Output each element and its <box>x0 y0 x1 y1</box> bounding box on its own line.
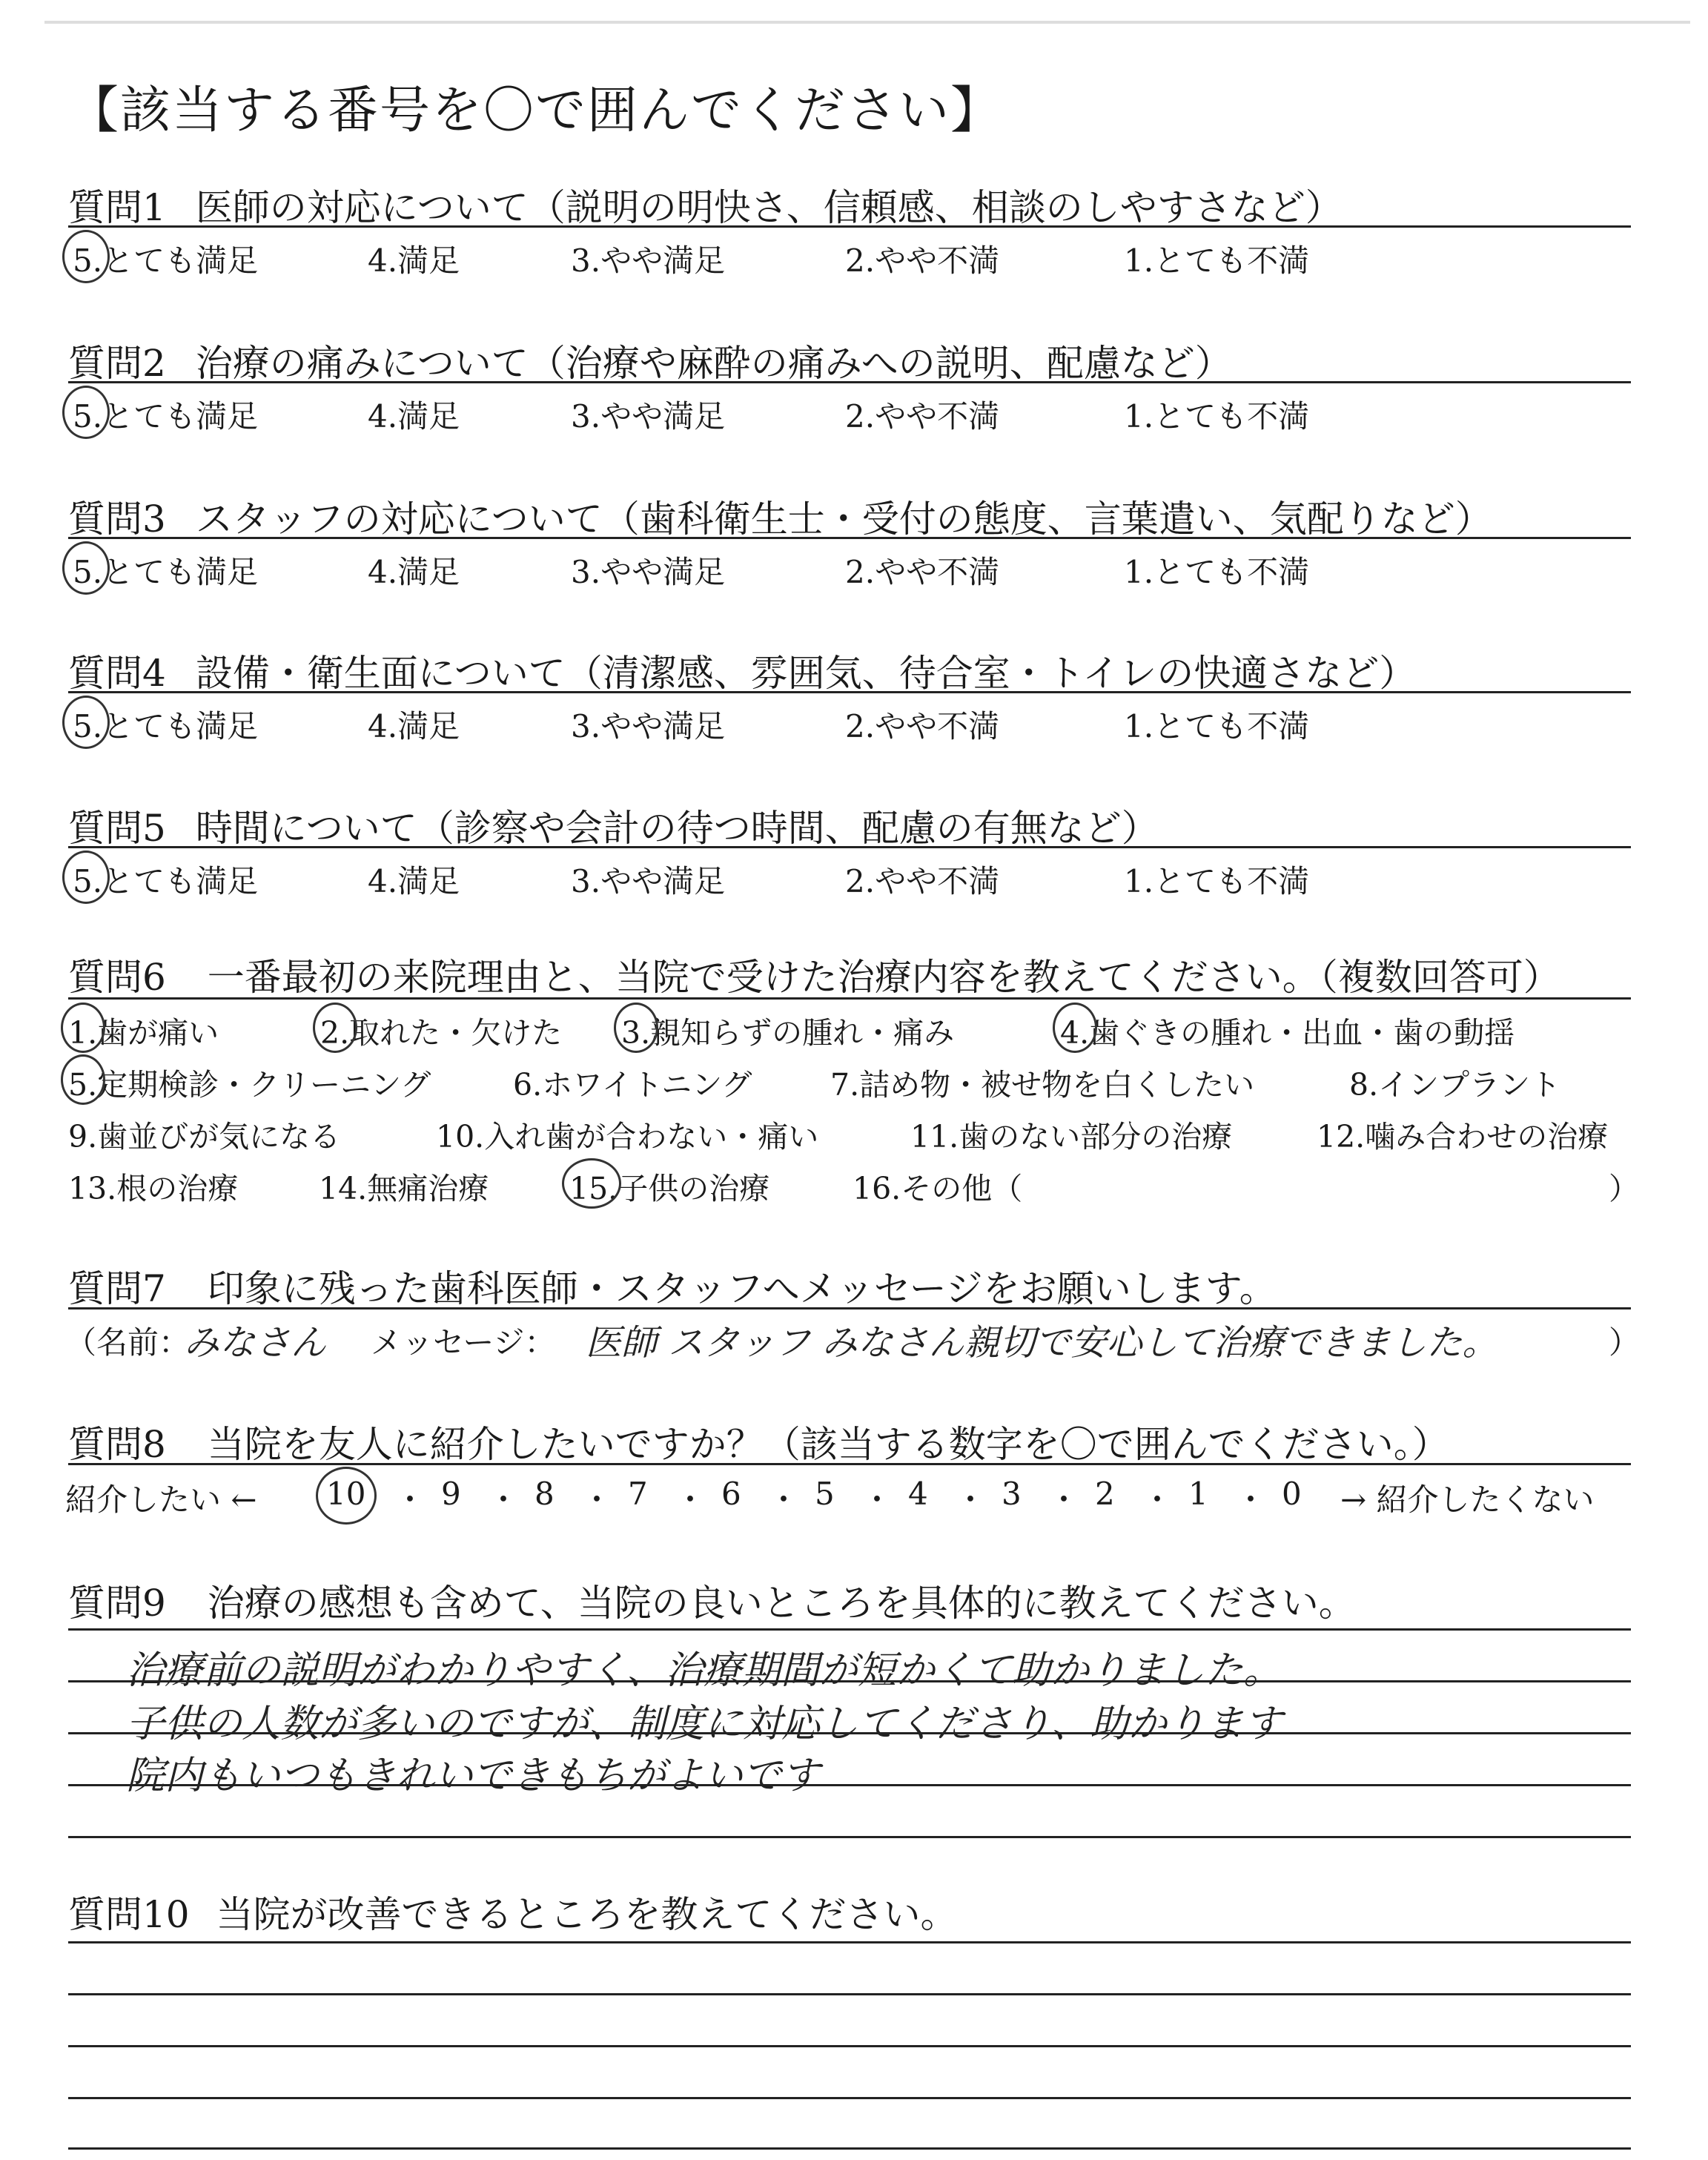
q8-value-10[interactable]: 10 <box>326 1476 366 1512</box>
q4-text: 設備・衛生面について（清潔感、雰囲気、待合室・トイレの快適さなど） <box>195 652 1417 695</box>
q5-option-2[interactable]: 2.やや不満 <box>845 863 1000 899</box>
q2-option-1[interactable]: 1.とても不満 <box>1124 398 1310 435</box>
q1-option-5[interactable]: 5.とても満足 <box>73 242 259 279</box>
q1-option-4[interactable]: 4.満足 <box>368 242 460 279</box>
q2-rule <box>68 381 1631 383</box>
q6-option-5[interactable]: 5.定期検診・クリーニング <box>68 1067 431 1103</box>
q8-separator: ・ <box>488 1482 520 1518</box>
q6-option-15[interactable]: 15.子供の治療 <box>569 1171 770 1206</box>
q9-answer-line-1[interactable]: 治療前の説明がわかりやすく、治療期間が短かくて助かりました。 <box>126 1648 1282 1693</box>
q6-option-14[interactable]: 14.無痛治療 <box>319 1171 489 1206</box>
q10-rule-5 <box>68 2147 1631 2150</box>
q6-selected-circle-1 <box>61 1003 105 1053</box>
q8-separator: ・ <box>1235 1482 1267 1518</box>
q8-separator: ・ <box>768 1482 800 1518</box>
q1-selected-circle <box>62 230 110 283</box>
q6-option-4[interactable]: 4.歯ぐきの腫れ・出血・歯の動揺 <box>1060 1015 1515 1051</box>
q6-option-11[interactable]: 11.歯のない部分の治療 <box>910 1119 1233 1155</box>
q2-option-2[interactable]: 2.やや不満 <box>845 398 1000 435</box>
q8-right-label: → 紹介したくない <box>1340 1482 1595 1518</box>
q5-option-4[interactable]: 4.満足 <box>368 863 460 899</box>
q6-label: 質問6 <box>68 956 166 999</box>
q9-answer-line-2[interactable]: 子供の人数が多いのですが、制度に対応してくださり、助かります <box>126 1702 1283 1746</box>
q8-separator: ・ <box>1048 1482 1080 1518</box>
q2-label: 質問2 <box>68 342 166 385</box>
q3-heading <box>68 489 1492 543</box>
q1-heading <box>68 178 1343 231</box>
q8-separator: ・ <box>861 1482 893 1518</box>
q10-rule-2 <box>68 1993 1631 1995</box>
q3-text: スタッフの対応について（歯科衛生士・受付の態度、言葉遣い、気配りなど） <box>195 498 1492 541</box>
q8-heading <box>68 1415 1449 1468</box>
q8-value-4[interactable]: 4 <box>908 1476 928 1512</box>
q8-value-0[interactable]: 0 <box>1282 1476 1302 1512</box>
q6-heading <box>68 948 1560 1001</box>
q8-left-label: 紹介したい ← <box>65 1482 257 1518</box>
q6-option-3[interactable]: 3.親知らずの腫れ・痛み <box>621 1015 955 1051</box>
q8-value-3[interactable]: 3 <box>1002 1476 1022 1512</box>
q4-option-4[interactable]: 4.満足 <box>368 708 460 744</box>
q6-option-8[interactable]: 8.インプラント <box>1349 1067 1561 1103</box>
q10-text: 当院が改善できるところを教えてください。 <box>216 1893 958 1936</box>
q4-option-2[interactable]: 2.やや不満 <box>845 708 1000 744</box>
q1-text: 医師の対応について（説明の明快さ、信頼感、相談のしやすさなど） <box>195 186 1343 229</box>
q10-heading <box>68 1885 958 1938</box>
q5-option-3[interactable]: 3.やや満足 <box>571 863 726 899</box>
q3-label: 質問3 <box>68 498 166 541</box>
q10-label: 質問10 <box>68 1893 190 1936</box>
q7-message-label: メッセージ： <box>371 1324 556 1361</box>
q6-option-6[interactable]: 6.ホワイトニング <box>513 1067 752 1103</box>
q6-selected-circle-15 <box>562 1158 621 1209</box>
q1-option-3[interactable]: 3.やや満足 <box>571 242 726 279</box>
q8-rule <box>68 1463 1631 1465</box>
q5-option-5[interactable]: 5.とても満足 <box>73 863 259 899</box>
q7-text: 印象に残った歯科医師・スタッフへメッセージをお願いします。 <box>207 1267 1277 1310</box>
q1-rule <box>68 225 1631 228</box>
q3-option-5[interactable]: 5.とても満足 <box>73 554 259 590</box>
q2-option-3[interactable]: 3.やや満足 <box>571 398 726 435</box>
q5-option-1[interactable]: 1.とても不満 <box>1124 863 1310 899</box>
q3-option-3[interactable]: 3.やや満足 <box>571 554 726 590</box>
q8-separator: ・ <box>581 1482 613 1518</box>
q8-selected-circle <box>316 1467 377 1525</box>
q6-option-17[interactable]: ） <box>1609 1171 1639 1206</box>
q5-heading <box>68 799 1159 852</box>
page-title: 【該当する番号を〇で囲んでください】 <box>68 82 1003 140</box>
q6-option-13[interactable]: 13.根の治療 <box>68 1171 239 1206</box>
q7-name-label: （名前： <box>65 1324 191 1361</box>
q8-separator: ・ <box>394 1482 426 1518</box>
q9-text: 治療の感想も含めて、当院の良いところを具体的に教えてください。 <box>207 1582 1356 1625</box>
q5-selected-circle <box>62 851 110 904</box>
q6-selected-circle-2 <box>313 1003 357 1053</box>
q6-selected-circle-5 <box>61 1054 105 1105</box>
q4-option-3[interactable]: 3.やや満足 <box>571 708 726 744</box>
q4-heading <box>68 644 1416 697</box>
q6-option-7[interactable]: 7.詰め物・被せ物を白くしたい <box>830 1067 1255 1103</box>
q8-text: 当院を友人に紹介したいですか？（該当する数字を〇で囲んでください。） <box>207 1423 1449 1466</box>
q4-option-1[interactable]: 1.とても不満 <box>1124 708 1310 744</box>
q10-rule-3 <box>68 2045 1631 2047</box>
q9-heading <box>68 1573 1356 1627</box>
q9-label: 質問9 <box>68 1582 166 1625</box>
q8-label: 質問8 <box>68 1423 166 1466</box>
q4-rule <box>68 691 1631 693</box>
q7-label: 質問7 <box>68 1267 166 1310</box>
q3-option-4[interactable]: 4.満足 <box>368 554 460 590</box>
q4-label: 質問4 <box>68 652 166 695</box>
q8-value-9[interactable]: 9 <box>441 1476 461 1512</box>
q6-option-1[interactable]: 1.歯が痛い <box>68 1015 219 1051</box>
q5-rule <box>68 846 1631 848</box>
q10-rule-1 <box>68 1941 1631 1943</box>
q7-rule <box>68 1307 1631 1309</box>
q8-value-2[interactable]: 2 <box>1095 1476 1115 1512</box>
q1-option-2[interactable]: 2.やや不満 <box>845 242 1000 279</box>
q6-option-10[interactable]: 10.入れ歯が合わない・痛い <box>436 1119 819 1155</box>
q2-option-5[interactable]: 5.とても満足 <box>73 398 259 435</box>
q3-selected-circle <box>62 541 110 595</box>
q3-option-1[interactable]: 1.とても不満 <box>1124 554 1310 590</box>
q5-label: 質問5 <box>68 807 166 850</box>
q7-close: ） <box>1609 1324 1641 1361</box>
q8-value-5[interactable]: 5 <box>815 1476 835 1512</box>
q2-option-4[interactable]: 4.満足 <box>368 398 460 435</box>
q4-option-5[interactable]: 5.とても満足 <box>73 708 259 744</box>
q6-rule <box>68 997 1631 1000</box>
q9-rule-1 <box>68 1628 1631 1631</box>
q4-selected-circle <box>62 696 110 749</box>
q6-option-16[interactable]: 16.その他（ <box>853 1171 1023 1206</box>
q3-option-2[interactable]: 2.やや不満 <box>845 554 1000 590</box>
q2-text: 治療の痛みについて（治療や麻酔の痛みへの説明、配慮など） <box>195 342 1232 385</box>
q1-option-1[interactable]: 1.とても不満 <box>1124 242 1310 279</box>
q8-value-6[interactable]: 6 <box>721 1476 741 1512</box>
q8-separator: ・ <box>1142 1482 1174 1518</box>
scan-edge <box>44 21 1690 24</box>
q10-rule-4 <box>68 2097 1631 2099</box>
q2-selected-circle <box>62 386 110 439</box>
q6-option-12[interactable]: 12.噛み合わせの治療 <box>1317 1119 1609 1155</box>
q2-heading <box>68 334 1232 387</box>
q8-value-1[interactable]: 1 <box>1188 1476 1208 1512</box>
q6-selected-circle-3 <box>614 1003 658 1053</box>
q6-option-9[interactable]: 9.歯並びが気になる <box>68 1119 341 1155</box>
q1-label: 質問1 <box>68 186 166 229</box>
q7-name-value[interactable]: みなさん <box>184 1322 327 1364</box>
q7-message-value[interactable]: 医師 スタッフ みなさん親切で安心して治療できました。 <box>586 1322 1498 1364</box>
q8-separator: ・ <box>675 1482 706 1518</box>
q9-rule-5 <box>68 1836 1631 1838</box>
q3-rule <box>68 537 1631 539</box>
q8-value-7[interactable]: 7 <box>628 1476 648 1512</box>
q6-selected-circle-4 <box>1053 1003 1097 1053</box>
q5-text: 時間について（診察や会計の待つ時間、配慮の有無など） <box>195 807 1159 850</box>
q7-heading <box>68 1259 1277 1312</box>
q9-answer-line-3[interactable]: 院内もいつもきれいできもちがよいです <box>126 1754 821 1798</box>
q6-option-2[interactable]: 2.取れた・欠けた <box>320 1015 563 1051</box>
q8-separator: ・ <box>955 1482 987 1518</box>
q8-value-8[interactable]: 8 <box>534 1476 555 1512</box>
q6-text: 一番最初の来院理由と、当院で受けた治療内容を教えてください。（複数回答可） <box>207 956 1560 999</box>
